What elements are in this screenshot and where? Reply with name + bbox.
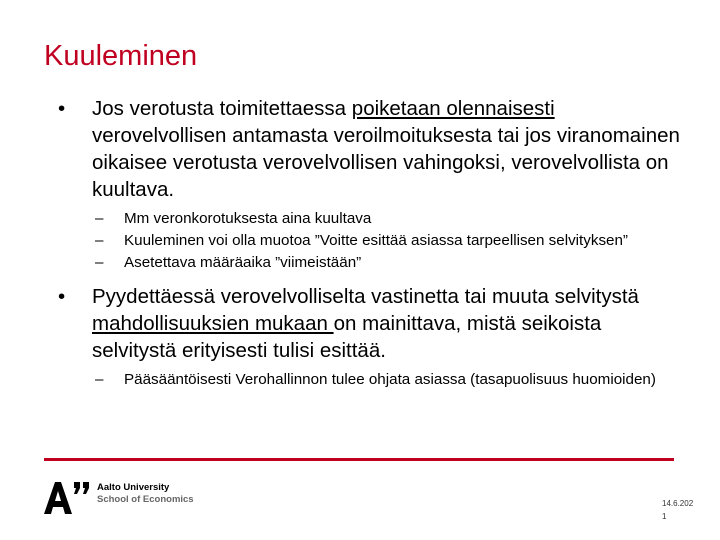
footer-divider	[44, 458, 674, 461]
sub-item	[58, 253, 688, 273]
slide-title: Kuuleminen	[44, 40, 198, 72]
bullet-1	[58, 95, 688, 203]
bullet-1-text-underlined: poiketaan olennaisesti	[351, 97, 555, 120]
date-line-2: 1	[662, 512, 667, 521]
dash-icon: –	[95, 232, 104, 249]
bullet-2-text-a: Pyydettäessä verovelvolliselta vastinetta tai muuta selvitystä	[92, 285, 639, 308]
logo-line-university: Aalto University	[97, 482, 170, 493]
date-line-1: 14.6.202	[662, 499, 694, 508]
bullet-dot-icon: •	[58, 97, 66, 120]
bullet-2-text-underlined: mahdollisuuksien mukaan	[92, 312, 334, 335]
dash-icon: –	[95, 210, 104, 227]
bullet-1-subitems	[58, 209, 688, 273]
bullet-2-subitems	[58, 370, 688, 390]
bullet-dot-icon: •	[58, 285, 66, 308]
sub-item-text: Asetettava määräaika ”viimeistään”	[124, 254, 362, 271]
sub-item-text: Kuuleminen voi olla muotoa ”Voitte esittää asiassa tarpeellisen selvityksen”	[124, 232, 628, 249]
bullet-1-text-a: Jos verotusta toimitettaessa	[92, 97, 352, 120]
sub-item	[58, 370, 688, 390]
dash-icon: –	[95, 254, 104, 271]
sub-item	[58, 231, 688, 251]
bullet-1-text-b: verovelvollisen antamasta veroilmoituksesta tai jos viranomainen oikaisee verotusta verovelvollisen vahingoksi, verovelvollista on kuultava.	[92, 124, 680, 201]
sub-item	[58, 209, 688, 229]
bullet-2	[58, 283, 688, 364]
aalto-logo-icon	[44, 480, 92, 516]
logo-line-school: School of Economics	[97, 494, 194, 505]
sub-item-text: Pääsääntöisesti Verohallinnon tulee ohjata asiassa (tasapuolisuus huomioiden)	[124, 371, 656, 388]
sub-item-text: Mm veronkorotuksesta aina kuultava	[124, 210, 372, 227]
dash-icon: –	[95, 371, 104, 388]
slide-date	[662, 497, 692, 523]
slide-content	[58, 95, 688, 392]
logo-text	[97, 482, 194, 506]
bullet-2-text-b: on mainittava, mistä seikoista selvitystä erityisesti tulisi esittää.	[92, 312, 602, 362]
